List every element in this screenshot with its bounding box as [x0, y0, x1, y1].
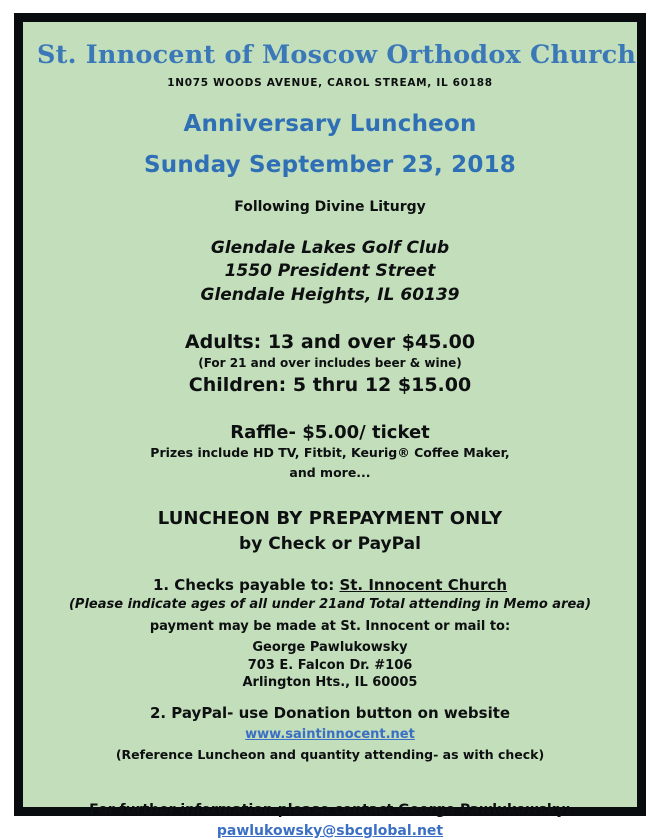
flyer-content: [23, 22, 637, 840]
prepayment-headline: LUNCHEON BY PREPAYMENT ONLY: [157, 508, 503, 530]
payment-memo-note: (Please indicate ages of all under 21and Total attending in Memo area): [68, 597, 592, 613]
raffle-title: Raffle- $5.00/ ticket: [230, 422, 430, 444]
mail-street-address: 703 E. Falcon Dr. #106: [247, 657, 413, 673]
contact-email-link[interactable]: pawlukowsky@sbcglobal.net: [216, 822, 444, 839]
venue-name: Glendale Lakes Golf Club: [210, 237, 450, 258]
payment-mail-intro: payment may be made at St. Innocent or mail to:: [149, 619, 511, 635]
payment-payee-name: St. Innocent Church: [339, 576, 508, 595]
payment-instructions-block: [37, 576, 623, 762]
website-link[interactable]: www.saintinnocent.net: [245, 726, 415, 742]
footer-block: [37, 802, 623, 840]
venue-city-state-zip: Glendale Heights, IL 60139: [200, 284, 460, 305]
raffle-prizes: Prizes include HD TV, Fitbit, Keurig® Coffee Maker,: [150, 445, 510, 461]
prepayment-block: [37, 508, 623, 554]
payment-step-2: 2. PayPal- use Donation button on website: [149, 703, 511, 722]
prepayment-methods: by Check or PayPal: [239, 534, 421, 555]
event-date: Sunday September 23, 2018: [144, 151, 516, 178]
footer-contact-line: For further information please contact George Pawlukowsky:: [89, 801, 571, 818]
raffle-block: [37, 422, 623, 480]
venue-block: [37, 237, 623, 307]
children-price: Children: 5 thru 12 $15.00: [188, 374, 472, 397]
pricing-block: [37, 331, 623, 396]
flyer-frame: [14, 13, 646, 839]
venue-street: 1550 President Street: [224, 261, 436, 282]
church-street-address: 1N075 WOODS AVENUE, CAROL STREAM, IL 60188: [167, 76, 493, 89]
liturgy-note: Following Divine Liturgy: [234, 198, 426, 215]
mail-recipient-name: George Pawlukowsky: [252, 640, 408, 656]
mail-city-state-zip: Arlington Hts., IL 60005: [242, 675, 418, 691]
payment-reference-note: (Reference Luncheon and quantity attending- as with check): [115, 746, 545, 762]
payment-step-1: [37, 576, 623, 594]
adult-price-note: (For 21 and over includes beer & wine): [198, 356, 462, 371]
raffle-more-text: and more...: [289, 465, 371, 481]
adult-price: Adults: 13 and over $45.00: [184, 331, 476, 354]
payment-step-1-prefix: 1. Checks payable to:: [152, 576, 340, 595]
church-name-title: St. Innocent of Moscow Orthodox Church: [37, 40, 637, 70]
event-title: Anniversary Luncheon: [183, 110, 477, 137]
